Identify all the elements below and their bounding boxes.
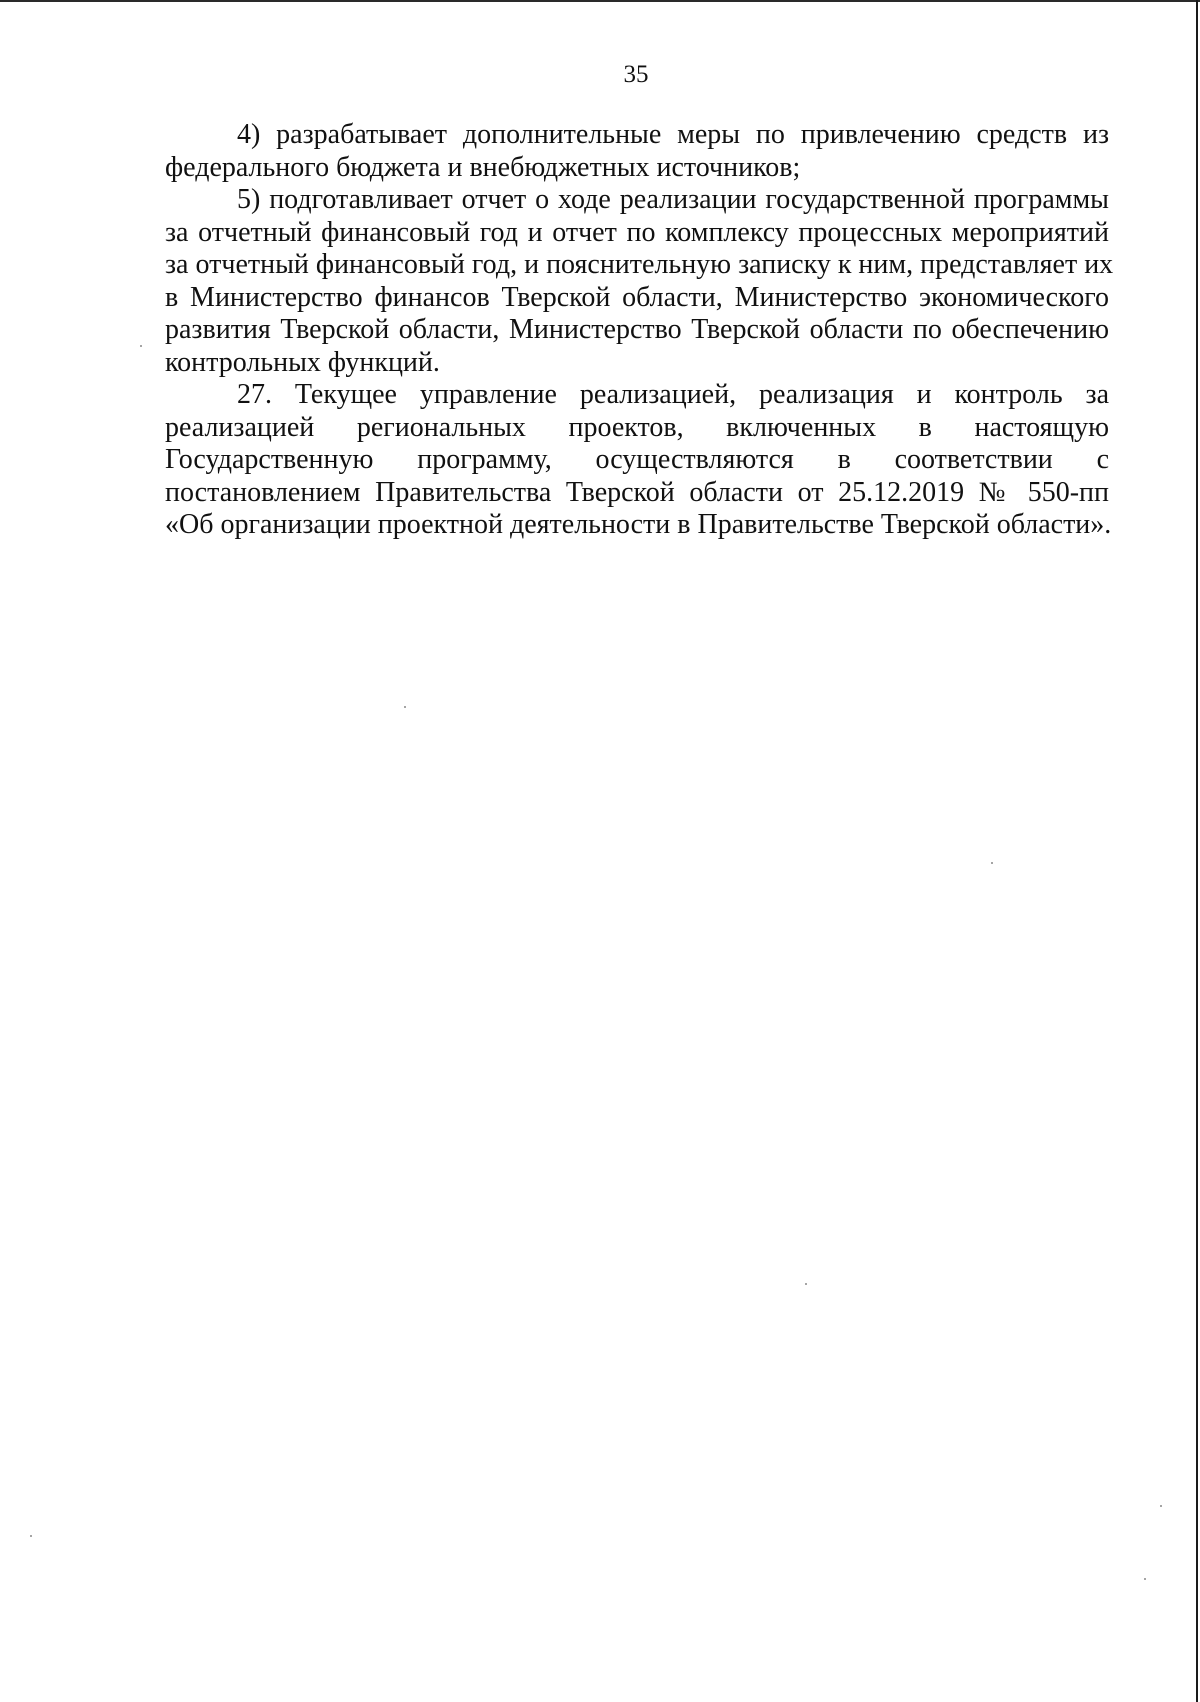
text-line: развития Тверской области, Министерство Тверской области по обеспечению [165, 314, 1109, 345]
scan-right-edge [1196, 0, 1198, 1702]
scan-speck [991, 862, 993, 864]
scan-speck [1160, 1505, 1162, 1507]
scan-speck [404, 706, 406, 708]
scan-top-edge [0, 0, 1200, 2]
text-line: за отчетный финансовый год и отчет по комплексу процессных мероприятий [165, 216, 1109, 248]
text-line: 5) подготавливает отчет о ходе реализации государственной программы [237, 184, 1109, 215]
text-line: Государственную программу, осуществляются в соответствии с [165, 444, 1109, 475]
text-line: за отчетный финансовый год, и пояснительную записку к ним, представляет их [165, 249, 1114, 280]
scan-speck [140, 345, 142, 347]
text-line: постановлением Правительства Тверской области от 25.12.2019 № 550-пп [165, 476, 1109, 508]
text-line: реализацией региональных проектов, включенных в настоящую [165, 411, 1109, 443]
scan-speck [805, 1283, 807, 1285]
scan-speck [30, 1535, 32, 1537]
scan-speck [1144, 1578, 1146, 1580]
text-line: 27. Текущее управление реализацией, реализация и контроль за [237, 379, 1109, 410]
text-line: контрольных функций. [165, 346, 440, 378]
text-line: «Об организации проектной деятельности в Правительстве Тверской области». [165, 509, 1112, 540]
body-text [165, 119, 1114, 542]
text-line: федерального бюджета и внебюджетных источников; [165, 151, 801, 183]
page-number: 35 [623, 61, 649, 88]
text-line: в Министерство финансов Тверской области, Министерство экономического [165, 281, 1109, 313]
text-line: 4) разрабатывает дополнительные меры по привлечению средств из [237, 119, 1109, 150]
